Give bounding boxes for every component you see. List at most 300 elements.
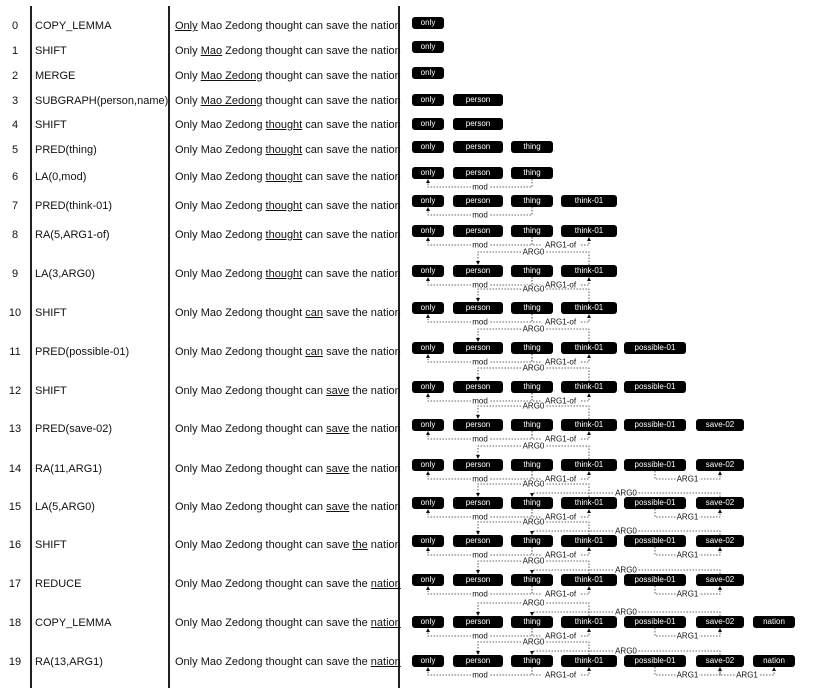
graph-node: thing xyxy=(511,459,553,471)
sentence-word: Only xyxy=(175,229,198,241)
arrowhead xyxy=(476,531,480,535)
sentence-word: thought xyxy=(265,463,303,475)
focus-word: thought xyxy=(265,144,303,156)
graph-node: thing xyxy=(511,655,553,667)
sentence-word: Only xyxy=(175,656,198,668)
arrowhead xyxy=(476,455,480,459)
sentence-word: Zedong xyxy=(225,385,263,397)
edge-label: ARG1 xyxy=(676,670,699,680)
graph-node: thing xyxy=(511,167,553,179)
sentence-word: thought xyxy=(265,95,303,107)
action-label: PRED(think-01) xyxy=(35,200,113,212)
edge-above xyxy=(476,325,589,343)
sentence-word: can xyxy=(305,95,324,107)
sentence-word: save xyxy=(326,95,350,107)
graph-node: possible-01 xyxy=(624,655,686,667)
graph-node: save-02 xyxy=(696,574,744,586)
edge-label: mod xyxy=(472,474,488,484)
sentence-word: nation xyxy=(370,119,401,131)
graph-node: only xyxy=(412,167,444,179)
edge-label: mod xyxy=(472,182,488,192)
sentence-word: nation xyxy=(370,539,401,551)
arrowhead xyxy=(587,586,591,590)
sentence-word: Only xyxy=(175,501,198,513)
sentence-word: the xyxy=(352,346,368,358)
sentence-word: can xyxy=(305,229,324,241)
arrowhead xyxy=(587,667,591,671)
step-number: 0 xyxy=(11,20,19,32)
sentence-word: the xyxy=(352,200,368,212)
edge-below xyxy=(655,628,722,641)
graph-node: thing xyxy=(511,225,553,237)
graph-node: save-02 xyxy=(696,497,744,509)
sentence-word: Mao xyxy=(200,229,223,241)
edge-label: ARG1-of xyxy=(544,357,577,367)
sentence-word: nation xyxy=(370,346,401,358)
sentence-word: Mao xyxy=(200,656,223,668)
action-label: MERGE xyxy=(35,70,76,82)
sentence-word: thought xyxy=(265,70,303,82)
sentence-word: Zedong xyxy=(225,171,263,183)
arrowhead xyxy=(426,237,430,241)
edge-above xyxy=(530,566,720,575)
step-number: 18 xyxy=(8,617,22,629)
sentence-word: nation xyxy=(370,463,401,475)
step-number: 10 xyxy=(8,307,22,319)
edge-label: ARG1-of xyxy=(544,670,577,680)
graph-node: only xyxy=(412,459,444,471)
edge-label: ARG1-of xyxy=(544,631,577,641)
graph-node: only xyxy=(412,497,444,509)
graph-node: think-01 xyxy=(561,574,617,586)
edge-label: ARG0 xyxy=(522,324,545,334)
action-label: RA(13,ARG1) xyxy=(35,656,103,668)
edge-label: ARG1-of xyxy=(544,317,577,327)
edge-label: ARG1 xyxy=(676,631,699,641)
edge-below xyxy=(426,586,532,599)
arrowhead xyxy=(718,628,722,632)
graph-node: think-01 xyxy=(561,419,617,431)
arrowhead xyxy=(426,393,430,397)
graph-node: save-02 xyxy=(696,655,744,667)
edge-label: ARG0 xyxy=(522,401,545,411)
edge-below xyxy=(426,354,532,367)
sentence-word: the xyxy=(352,656,368,668)
graph-node: think-01 xyxy=(561,535,617,547)
sentence-word: can xyxy=(305,20,324,32)
sentence-word: can xyxy=(305,171,324,183)
sentence-word: thought xyxy=(265,20,303,32)
graph-node: possible-01 xyxy=(624,535,686,547)
sentence-word: can xyxy=(305,268,324,280)
arrowhead xyxy=(426,179,430,183)
edge-label: ARG1-of xyxy=(544,280,577,290)
focus-word: thought xyxy=(265,229,303,241)
edge-label: mod xyxy=(472,210,488,220)
edge-above xyxy=(530,527,720,536)
step-number: 19 xyxy=(8,656,22,668)
sentence-word: the xyxy=(352,385,368,397)
sentence-word: save xyxy=(326,307,350,319)
graph-node: think-01 xyxy=(561,497,617,509)
focus-word: the xyxy=(352,539,368,551)
sentence-word: Only xyxy=(175,385,198,397)
sentence-word: nation xyxy=(370,20,401,32)
sentence-word: the xyxy=(352,144,368,156)
sentence-word: Zedong xyxy=(225,20,263,32)
arrowhead xyxy=(426,314,430,318)
graph-node: only xyxy=(412,535,444,547)
sentence-word: can xyxy=(305,463,324,475)
edge-above xyxy=(530,647,720,656)
step-number: 5 xyxy=(11,144,19,156)
sentence-word: Zedong xyxy=(225,501,263,513)
graph-node: only xyxy=(412,419,444,431)
edge-label: mod xyxy=(472,396,488,406)
sentence-word: the xyxy=(352,171,368,183)
edge-label: ARG1-of xyxy=(544,396,577,406)
sentence-word: Mao xyxy=(200,307,223,319)
sentence-word: can xyxy=(305,423,324,435)
graph-node: think-01 xyxy=(561,655,617,667)
edge-label: mod xyxy=(472,512,488,522)
graph-node: person xyxy=(453,497,503,509)
sentence-word: thought xyxy=(265,656,303,668)
focus-word: Zedong xyxy=(225,95,263,107)
sentence-word: Zedong xyxy=(225,539,263,551)
graph-node: thing xyxy=(511,497,553,509)
sentence-word: Zedong xyxy=(225,119,263,131)
graph-node: person xyxy=(453,342,503,354)
sentence-word: save xyxy=(326,144,350,156)
action-label: COPY_LEMMA xyxy=(35,20,112,32)
edge-below xyxy=(426,667,532,680)
graph-node: only xyxy=(412,41,444,53)
focus-word: save xyxy=(326,385,350,397)
focus-word: nation xyxy=(370,656,401,668)
sentence-word: save xyxy=(326,346,350,358)
sentence-word: Only xyxy=(175,144,198,156)
action-label: SHIFT xyxy=(35,539,67,551)
sentence-word: Mao xyxy=(200,578,223,590)
edge-below xyxy=(426,509,532,522)
edge-above xyxy=(530,489,720,498)
sentence-word: Mao xyxy=(200,268,223,280)
edge-above xyxy=(530,608,720,617)
action-label: SHIFT xyxy=(35,385,67,397)
sentence-word: the xyxy=(352,501,368,513)
sentence-word: Mao xyxy=(200,501,223,513)
arrowhead xyxy=(718,509,722,513)
sentence-word: Zedong xyxy=(225,346,263,358)
sentence-word: thought xyxy=(265,501,303,513)
edge-label: ARG0 xyxy=(522,517,545,527)
step-number: 9 xyxy=(11,268,19,280)
focus-word: Only xyxy=(175,20,198,32)
graph-node: person xyxy=(453,195,503,207)
sentence-word: thought xyxy=(265,307,303,319)
focus-word: save xyxy=(326,501,350,513)
sentence-word: Only xyxy=(175,70,198,82)
sentence-word: thought xyxy=(265,423,303,435)
arrowhead xyxy=(587,277,591,281)
edge-label: mod xyxy=(472,589,488,599)
sentence-word: Mao xyxy=(200,617,223,629)
sentence-word: Only xyxy=(175,346,198,358)
sentence-word: Only xyxy=(175,307,198,319)
graph-node: possible-01 xyxy=(624,419,686,431)
sentence-word: Zedong xyxy=(225,45,263,57)
edge-below xyxy=(532,586,591,599)
edge-label: ARG1-of xyxy=(544,589,577,599)
sentence-word: Zedong xyxy=(225,656,263,668)
sentence-word: save xyxy=(326,119,350,131)
action-label: LA(0,mod) xyxy=(35,171,87,183)
graph-node: person xyxy=(453,616,503,628)
graph-node: think-01 xyxy=(561,302,617,314)
edge-label: ARG0 xyxy=(522,556,545,566)
arrowhead xyxy=(587,237,591,241)
sentence-word: nation xyxy=(370,171,401,183)
graph-node: thing xyxy=(511,265,553,277)
edge-below xyxy=(426,237,532,250)
edge-label: ARG0 xyxy=(522,479,545,489)
graph-node: only xyxy=(412,17,444,29)
action-label: SHIFT xyxy=(35,119,67,131)
graph-node: think-01 xyxy=(561,342,617,354)
edge-below xyxy=(426,277,532,290)
graph-node: save-02 xyxy=(696,616,744,628)
edge-label: ARG0 xyxy=(522,363,545,373)
edge-label: ARG0 xyxy=(522,284,545,294)
action-label: RA(11,ARG1) xyxy=(35,463,103,475)
edge-below xyxy=(426,393,532,406)
arrowhead xyxy=(426,277,430,281)
sentence-word: Mao xyxy=(200,200,223,212)
graph-node: only xyxy=(412,655,444,667)
graph-node: save-02 xyxy=(696,459,744,471)
step-number: 7 xyxy=(11,200,19,212)
edge-label: mod xyxy=(472,434,488,444)
focus-word: nation xyxy=(370,578,401,590)
edge-label: ARG0 xyxy=(615,607,637,617)
graph-node: think-01 xyxy=(561,381,617,393)
sentence-word: the xyxy=(352,95,368,107)
arrowhead xyxy=(587,628,591,632)
sentence-word: Zedong xyxy=(225,578,263,590)
arrowhead xyxy=(772,667,776,671)
arrowhead xyxy=(587,431,591,435)
edge-label: ARG1 xyxy=(676,550,699,560)
graph-node: possible-01 xyxy=(624,342,686,354)
edge-label: mod xyxy=(472,280,488,290)
action-label: PRED(possible-01) xyxy=(35,346,130,358)
sentence-word: Only xyxy=(175,45,198,57)
focus-word: thought xyxy=(265,200,303,212)
graph-node: thing xyxy=(511,574,553,586)
sentence-word: Only xyxy=(175,268,198,280)
arrowhead xyxy=(476,298,480,302)
sentence-word: Mao xyxy=(200,171,223,183)
graph-node: possible-01 xyxy=(624,616,686,628)
arrowhead xyxy=(476,261,480,265)
edge-below xyxy=(426,179,532,192)
edge-label: ARG0 xyxy=(522,247,545,257)
sentence-word: save xyxy=(326,200,350,212)
graph-node: person xyxy=(453,141,503,153)
graph-node: thing xyxy=(511,302,553,314)
graph-node: save-02 xyxy=(696,535,744,547)
arrowhead xyxy=(530,531,534,535)
sentence-word: can xyxy=(305,501,324,513)
sentence-word: save xyxy=(326,20,350,32)
arrowhead xyxy=(587,393,591,397)
sentence-word: the xyxy=(352,229,368,241)
step-number: 4 xyxy=(11,119,19,131)
edge-label: ARG1-of xyxy=(544,240,577,250)
sentence-word: the xyxy=(352,617,368,629)
action-label: SHIFT xyxy=(35,307,67,319)
arrowhead xyxy=(530,651,534,655)
graph-node: only xyxy=(412,141,444,153)
sentence-word: save xyxy=(326,45,350,57)
sentence-word: the xyxy=(352,70,368,82)
arrowhead xyxy=(426,667,430,671)
sentence-word: nation xyxy=(370,268,401,280)
graph-node: thing xyxy=(511,419,553,431)
sentence-word: save xyxy=(326,539,350,551)
sentence-word: Only xyxy=(175,463,198,475)
sentence-word: Mao xyxy=(200,20,223,32)
graph-node: only xyxy=(412,118,444,130)
sentence-word: Mao xyxy=(200,539,223,551)
graph-node: nation xyxy=(753,655,795,667)
focus-word: nation xyxy=(370,617,401,629)
sentence-word: can xyxy=(305,144,324,156)
arrowhead xyxy=(476,493,480,497)
graph-node: only xyxy=(412,616,444,628)
sentence-word: thought xyxy=(265,617,303,629)
sentence-word: Zedong xyxy=(225,307,263,319)
sentence-word: the xyxy=(352,578,368,590)
graph-node: only xyxy=(412,342,444,354)
graph-node: nation xyxy=(753,616,795,628)
graph-node: person xyxy=(453,574,503,586)
sentence-word: Zedong xyxy=(225,463,263,475)
graph-node: person xyxy=(453,381,503,393)
graph-node: possible-01 xyxy=(624,459,686,471)
graph-node: only xyxy=(412,195,444,207)
step-number: 15 xyxy=(8,501,22,513)
edge-label: ARG1 xyxy=(736,670,758,680)
action-label: LA(5,ARG0) xyxy=(35,501,95,513)
step-number: 12 xyxy=(8,385,22,397)
edge-label: ARG1-of xyxy=(544,512,577,522)
arrowhead xyxy=(476,651,480,655)
graph-node: person xyxy=(453,535,503,547)
edge-label: mod xyxy=(472,550,488,560)
sentence-word: Mao xyxy=(200,144,223,156)
arrowhead xyxy=(587,471,591,475)
arrowhead xyxy=(587,314,591,318)
focus-word: Mao xyxy=(200,45,223,57)
arrowhead xyxy=(476,377,480,381)
action-label: REDUCE xyxy=(35,578,82,590)
sentence-word: nation xyxy=(370,95,401,107)
sentence-word: nation xyxy=(370,200,401,212)
sentence-word: save xyxy=(326,268,350,280)
focus-word: Zedong xyxy=(225,70,263,82)
edge-label: ARG1-of xyxy=(544,474,577,484)
sentence-word: Only xyxy=(175,578,198,590)
graph-node: only xyxy=(412,94,444,106)
focus-word: thought xyxy=(265,119,303,131)
arrowhead xyxy=(587,354,591,358)
graph-node: thing xyxy=(511,141,553,153)
edge-below xyxy=(426,471,532,484)
edge-label: mod xyxy=(472,240,488,250)
arrowhead xyxy=(426,509,430,513)
step-number: 6 xyxy=(11,171,19,183)
edge-below xyxy=(426,314,532,327)
edge-label: ARG1 xyxy=(676,589,699,599)
step-number: 3 xyxy=(11,95,19,107)
sentence-word: thought xyxy=(265,578,303,590)
graph-node: possible-01 xyxy=(624,381,686,393)
focus-word: save xyxy=(326,463,350,475)
graph-node: possible-01 xyxy=(624,497,686,509)
arrowhead xyxy=(587,509,591,513)
edge-label: ARG0 xyxy=(522,441,545,451)
sentence-word: thought xyxy=(265,346,303,358)
edge-label: ARG0 xyxy=(522,598,545,608)
graph-node: person xyxy=(453,94,503,106)
edge-label: ARG1-of xyxy=(544,550,577,560)
sentence-word: nation xyxy=(370,144,401,156)
graph-node: person xyxy=(453,118,503,130)
action-label: LA(3,ARG0) xyxy=(35,268,95,280)
sentence-word: nation xyxy=(370,45,401,57)
sentence-word: the xyxy=(352,423,368,435)
sentence-word: Mao xyxy=(200,463,223,475)
step-number: 13 xyxy=(8,423,22,435)
sentence-word: thought xyxy=(265,385,303,397)
edge-label: ARG0 xyxy=(615,488,637,498)
arrowhead xyxy=(530,493,534,497)
sentence-word: Mao xyxy=(200,346,223,358)
graph-node: only xyxy=(412,574,444,586)
graph-node: person xyxy=(453,459,503,471)
action-label: SUBGRAPH(person,name) xyxy=(35,95,169,107)
step-number: 14 xyxy=(8,463,22,475)
focus-word: Mao xyxy=(200,70,226,82)
sentence-word: can xyxy=(305,385,324,397)
sentence-word: save xyxy=(326,617,350,629)
graph-node: think-01 xyxy=(561,459,617,471)
arrowhead xyxy=(426,628,430,632)
graph-node: thing xyxy=(511,535,553,547)
arrowhead xyxy=(718,547,722,551)
graph-node: person xyxy=(453,419,503,431)
sentence-word: Only xyxy=(175,95,198,107)
edge-below xyxy=(655,471,722,484)
sentence-word: nation xyxy=(370,385,401,397)
graph-node: thing xyxy=(511,195,553,207)
sentence-word: can xyxy=(305,45,324,57)
sentence-word: can xyxy=(305,539,324,551)
edge-label: ARG0 xyxy=(615,526,637,536)
sentence-word: Only xyxy=(175,200,198,212)
